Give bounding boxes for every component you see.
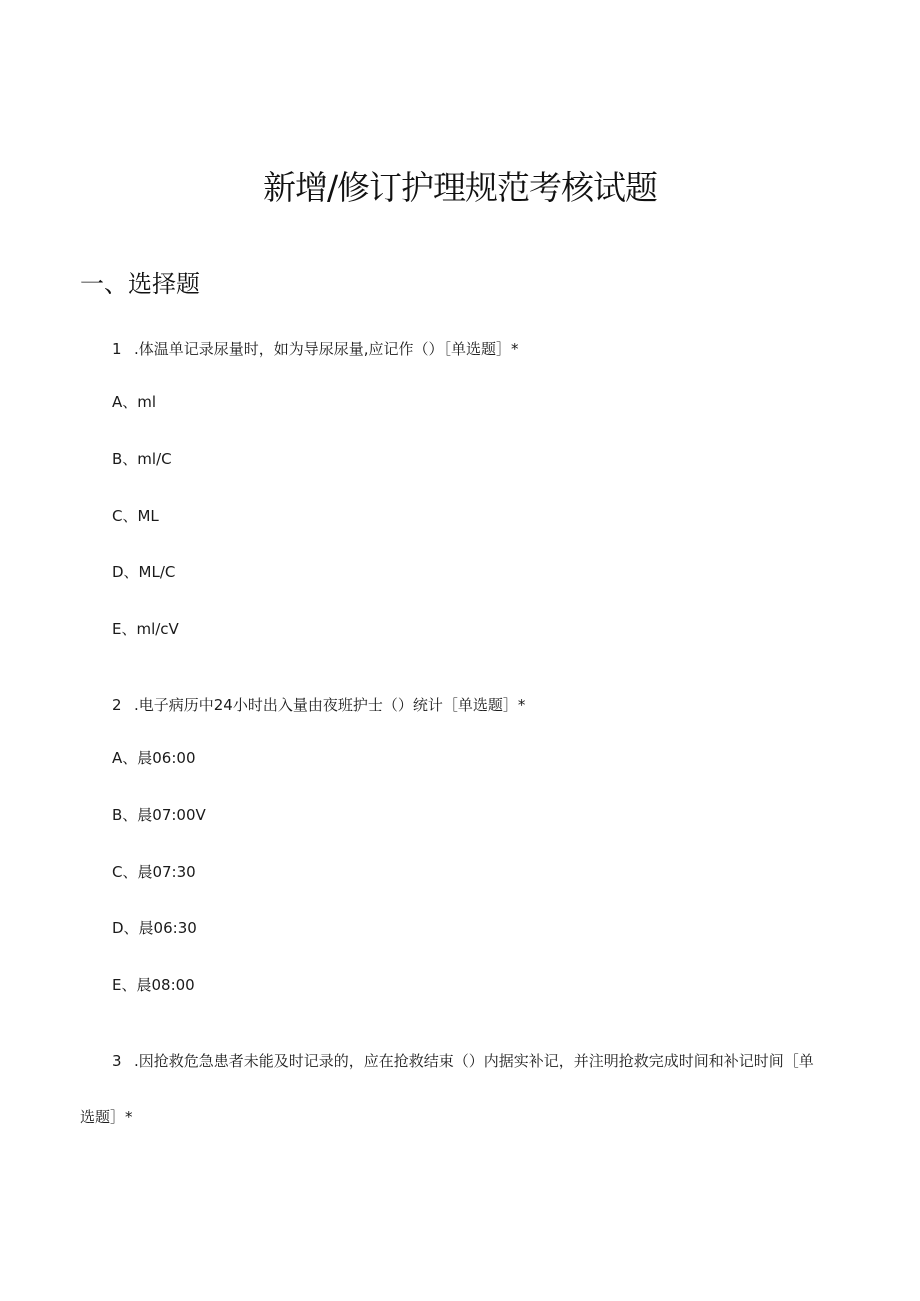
question-2-option-b[interactable]: B、晨07:00V bbox=[112, 806, 206, 824]
question-2-option-d[interactable]: D、晨06:30 bbox=[112, 919, 197, 937]
question-number: 3 bbox=[112, 1052, 122, 1070]
page-title: 新增/修订护理规范考核试题 bbox=[262, 168, 658, 207]
question-2-option-a[interactable]: A、晨06:00 bbox=[112, 749, 196, 767]
question-2 bbox=[112, 694, 525, 716]
question-3-line-2: 选题］* bbox=[80, 1108, 133, 1126]
question-text: .体温单记录尿量时，如为导尿尿量,应记作（）［单选题］* bbox=[134, 340, 519, 358]
question-2-option-c[interactable]: C、晨07:30 bbox=[112, 863, 196, 881]
question-1 bbox=[112, 338, 519, 360]
question-text: .电子病历中24小时出入量由夜班护士（）统计［单选题］* bbox=[134, 696, 526, 714]
section-heading: 一、选择题 bbox=[80, 270, 200, 298]
question-3 bbox=[80, 1050, 840, 1128]
question-1-option-a[interactable]: A、ml bbox=[112, 393, 157, 411]
question-1-option-b[interactable]: B、ml/C bbox=[112, 450, 172, 468]
question-number: 2 bbox=[112, 696, 122, 714]
question-1-option-d[interactable]: D、ML/C bbox=[112, 563, 176, 581]
question-3-line-1 bbox=[80, 1050, 840, 1072]
question-2-option-e[interactable]: E、晨08:00 bbox=[112, 976, 195, 994]
question-text: .因抢救危急患者未能及时记录的，应在抢救结束（）内据实补记，并注明抢救完成时间和补记时间［单 bbox=[134, 1052, 814, 1070]
question-number: 1 bbox=[112, 340, 122, 358]
question-1-option-e[interactable]: E、ml∕cV bbox=[112, 620, 179, 638]
question-1-option-c[interactable]: C、ML bbox=[112, 507, 159, 525]
